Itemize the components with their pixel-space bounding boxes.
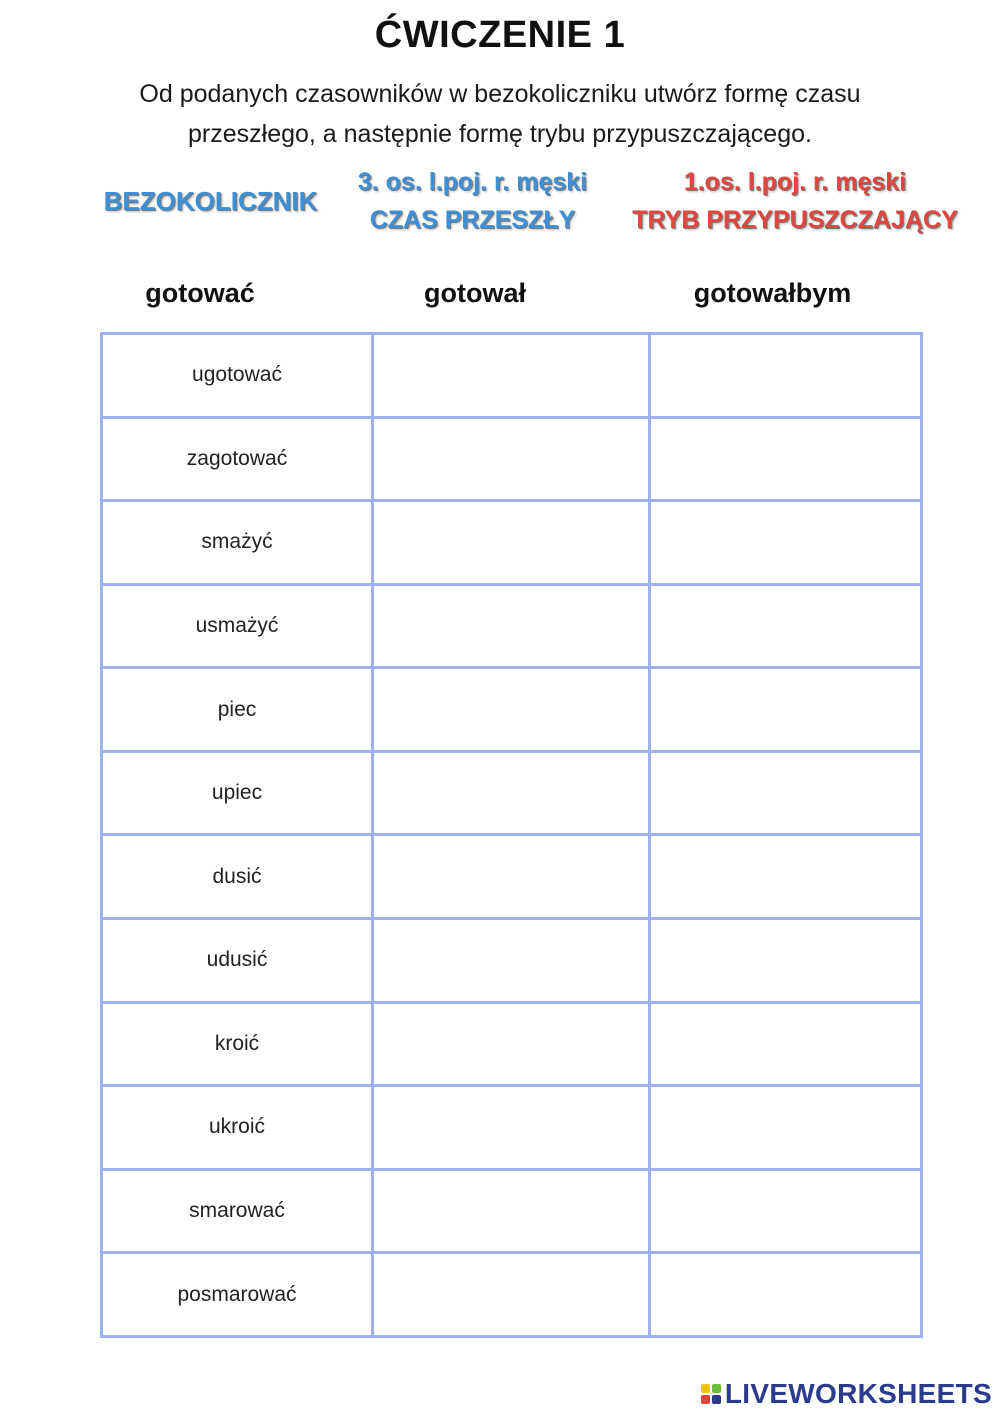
table-row: [102, 1169, 922, 1253]
past-answer-field[interactable]: [373, 334, 650, 418]
verb-cell: zagotować: [102, 417, 373, 501]
instructions: [60, 74, 940, 154]
verb-cell: smażyć: [102, 501, 373, 585]
table-row: [102, 668, 922, 752]
header-infinitive: BEZOKOLICZNIK: [103, 186, 318, 216]
conditional-answer-field[interactable]: [650, 1086, 922, 1170]
example-infinitive: gotować: [145, 278, 255, 308]
past-answer-field[interactable]: [373, 1253, 650, 1337]
table-row: [102, 584, 922, 668]
past-answer-field[interactable]: [373, 1086, 650, 1170]
header-past-tense: [335, 163, 610, 239]
conditional-answer-field[interactable]: [650, 1253, 922, 1337]
conditional-answer-field[interactable]: [650, 501, 922, 585]
logo-square-red: [701, 1395, 710, 1404]
table-row: [102, 835, 922, 919]
table-row: [102, 919, 922, 1003]
past-answer-field[interactable]: [373, 1169, 650, 1253]
conditional-answer-field[interactable]: [650, 835, 922, 919]
conditional-answer-field[interactable]: [650, 668, 922, 752]
conditional-answer-field[interactable]: [650, 751, 922, 835]
past-answer-field[interactable]: [373, 501, 650, 585]
logo-square-green: [712, 1384, 721, 1393]
conditional-answer-field[interactable]: [650, 919, 922, 1003]
liveworksheets-wordmark: LIVEWORKSHEETS: [724, 1378, 992, 1409]
header-past-tense-person: 3. os. l.poj. r. męski: [357, 168, 588, 196]
logo-square-blue: [712, 1395, 721, 1404]
example-conditional: gotowałbym: [693, 278, 852, 308]
instruction-line-1: Od podanych czasowników w bezokoliczniku utwórz formę czasu: [139, 80, 861, 108]
past-answer-field[interactable]: [373, 417, 650, 501]
header-past-tense-label: CZAS PRZESZŁY: [369, 206, 576, 234]
conditional-answer-field[interactable]: [650, 584, 922, 668]
worksheet-title: ĆWICZENIE 1: [374, 14, 626, 56]
past-answer-field[interactable]: [373, 668, 650, 752]
past-answer-field[interactable]: [373, 751, 650, 835]
past-answer-field[interactable]: [373, 1002, 650, 1086]
instruction-line-2: przeszłego, a następnie formę trybu przypuszczającego.: [188, 120, 812, 148]
verb-cell: ukroić: [102, 1086, 373, 1170]
liveworksheets-logo: [701, 1376, 992, 1412]
past-answer-field[interactable]: [373, 835, 650, 919]
verb-cell: dusić: [102, 835, 373, 919]
conditional-answer-field[interactable]: [650, 1002, 922, 1086]
verb-cell: upiec: [102, 751, 373, 835]
verb-cell: ugotować: [102, 334, 373, 418]
table-row: [102, 1253, 922, 1337]
verb-cell: usmażyć: [102, 584, 373, 668]
past-answer-field[interactable]: [373, 584, 650, 668]
header-conditional-person: 1.os. l.poj. r. męski: [683, 168, 907, 196]
verb-cell: udusić: [102, 919, 373, 1003]
table-row: [102, 751, 922, 835]
table-row: [102, 334, 922, 418]
verb-cell: piec: [102, 668, 373, 752]
table-row: [102, 501, 922, 585]
logo-square-yellow: [701, 1384, 710, 1393]
example-past: gotował: [424, 278, 526, 308]
conditional-answer-field[interactable]: [650, 417, 922, 501]
conditional-answer-field[interactable]: [650, 334, 922, 418]
verb-cell: smarować: [102, 1169, 373, 1253]
verb-cell: posmarować: [102, 1253, 373, 1337]
table-row: [102, 1086, 922, 1170]
conditional-answer-field[interactable]: [650, 1169, 922, 1253]
verb-cell: kroić: [102, 1002, 373, 1086]
table-row: [102, 1002, 922, 1086]
exercise-table: [100, 332, 923, 1338]
table-row: [102, 417, 922, 501]
past-answer-field[interactable]: [373, 919, 650, 1003]
liveworksheets-icon: [701, 1384, 721, 1404]
header-conditional-label: TRYB PRZYPUSZCZAJĄCY: [632, 206, 958, 234]
header-conditional: [610, 163, 980, 239]
